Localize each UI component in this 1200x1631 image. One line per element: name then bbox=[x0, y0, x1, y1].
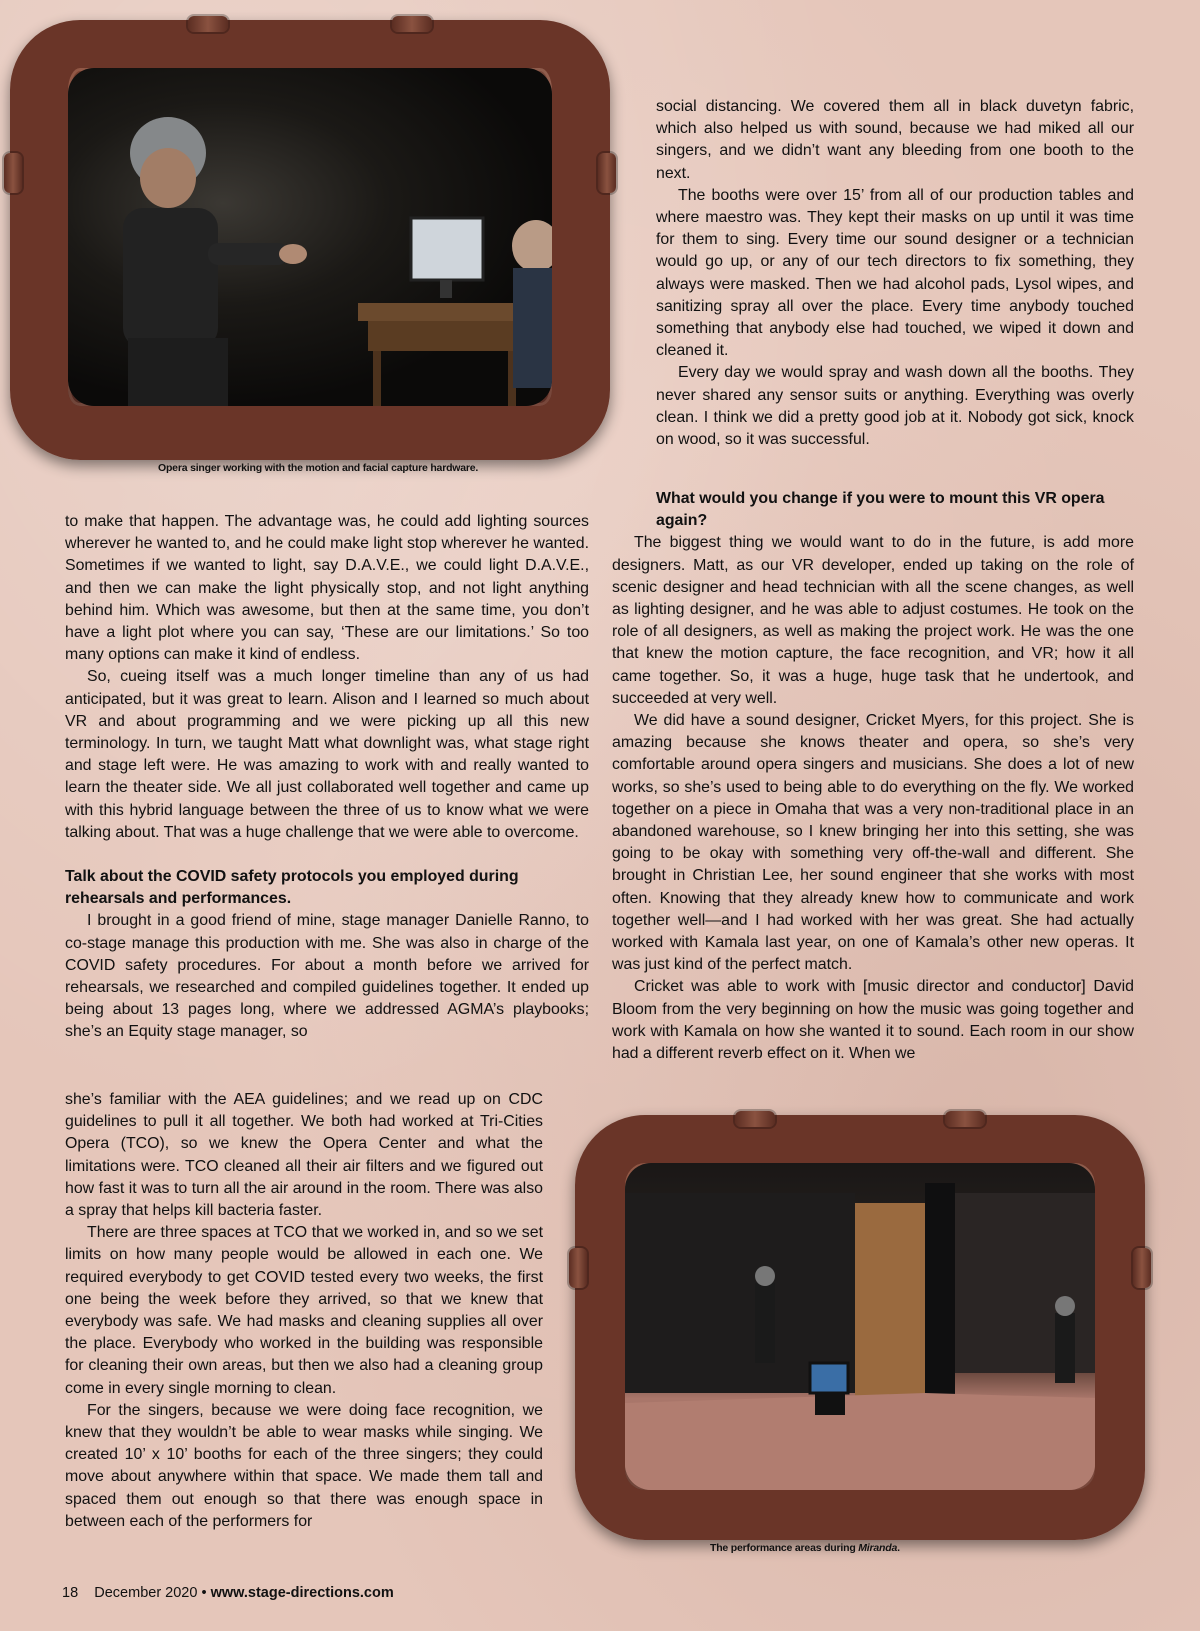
separator: • bbox=[201, 1585, 207, 1601]
caption-suffix: . bbox=[897, 1542, 900, 1554]
left-column-lower bbox=[65, 1089, 543, 1533]
paragraph: For the singers, because we were doing face recognition, we knew that they wouldn’t be able to wear masks while singing. We created 10’ x 10’ booths for each of the three singers; they could move about anywhere within that space. We made them tall and spaced them out enough so that there was enough space in between each of the performers for bbox=[65, 1401, 543, 1530]
photo-performance-areas bbox=[625, 1163, 1095, 1490]
photo-frame-bottom bbox=[575, 1115, 1145, 1540]
paragraph: The biggest thing we would want to do in the future, is add more designers. Matt, as our VR developer, ended up taking on the role of scenic designer and head technician with all the scene changes, as well as lighting designer, and he was able to adjust costumes. He took on the role of all designers, as well as making the project work. He was the one that knew the motion capture, the face recognition, and VR; how it all came together. So, it was a huge, huge task that he undertook, and succeeded at very well. bbox=[612, 534, 1134, 707]
paragraph: So, cueing itself was a much longer timeline than any of us had anticipated, but it was great to learn. Alison and I learned so much about VR and about programming and we were picking up all this new terminology. In turn, we taught Matt what downlight was, what stage right and stage left were. He was amazing to work with and really wanted to learn the theater side. We all just collaborated well together and came up with this hybrid language between the three of us to know what we were talking about. That was a huge challenge that we were able to overcome. bbox=[65, 668, 589, 841]
right-column-top bbox=[656, 96, 1134, 451]
photo-opera-singer-motion-capture bbox=[68, 68, 552, 406]
paragraph: she’s familiar with the AEA guidelines; and we read up on CDC guidelines to pull it all together. We both had worked at Tri-Cities Opera (TCO), so we knew the Opera Center and what the limitations were. TCO cleaned all their air filters and we figured out how fast it was to turn all the air around in the room. There was also a spray that helps kill bacteria faster. bbox=[65, 1091, 543, 1220]
section-heading: Talk about the COVID safety protocols you employed during rehearsals and performances. bbox=[65, 868, 519, 908]
photo-frame-top bbox=[10, 20, 610, 460]
caption-title: Miranda bbox=[858, 1542, 898, 1554]
paragraph: to make that happen. The advantage was, he could add lighting sources wherever he wanted to, and he could make light stop wherever he wanted. Sometimes if we wanted to light, say D.A.V.E., we could light D.A.V.E., and then we can make the light physically stop, and not light anything behind him. Which was awesome, but then at the same time, you don’t have a light plot where you can say, ‘These are our limitations.’ So too many options can make it kind of endless. bbox=[65, 513, 589, 664]
caption-text: The performance areas during bbox=[710, 1542, 859, 1554]
paragraph: There are three spaces at TCO that we worked in, and so we set limits on how many people would be allowed in each one. We required everybody to get COVID tested every two weeks, the first one being the week before they arrived, so that we knew that everybody was safe. We had masks and cleaning supplies all over the place. Everybody who worked in the building was responsible for cleaning their own areas, but then we also had a cleaning group come in every single morning to clean. bbox=[65, 1224, 543, 1397]
paragraph: We did have a sound designer, Cricket Myers, for this project. She is amazing because she knows theater and opera, so she’s very comfortable around opera singers and musicians. She does a lot of new works, so she’s used to being able to do everything on the fly. We worked together on a piece in Omaha that was a very non-traditional place in an abandoned warehouse, so I knew bringing her into this setting, she was going to be okay with something very off-the-wall and different. She brought in Christian Lee, her sound engineer that she works with most often. Knowing that they already knew how to communicate and work together well—and I had worked with her was great. She had actually worked with Kamala last year, on one of Kamala’s other new operas. It was just kind of the perfect match. bbox=[612, 712, 1134, 974]
photo-illustration bbox=[68, 68, 552, 406]
page-number: 18 bbox=[62, 1585, 79, 1601]
figure-caption-bottom bbox=[710, 1542, 900, 1554]
section-heading: What would you change if you were to mount this VR opera again? bbox=[656, 490, 1105, 530]
right-column bbox=[612, 488, 1134, 1065]
figure-caption-top: Opera singer working with the motion and facial capture hardware. bbox=[158, 462, 479, 474]
paragraph: I brought in a good friend of mine, stage manager Danielle Ranno, to co-stage manage this production with me. She was also in charge of the COVID safety procedures. For about a month before we arrived for rehearsals, we researched and compiled guidelines together. It ended up being about 13 pages long, where we addressed AGMA’s playbooks; she’s an Equity stage manager, so bbox=[65, 912, 589, 1041]
paragraph: The booths were over 15’ from all of our production tables and where maestro was. They kept their masks on up until it was time for them to sing. Every time our sound designer or a technician would go up, or any of our tech directors to fix something, they always were masked. Then we had alcohol pads, Lysol wipes, and sanitizing spray all over the place. Every time anybody touched something that anybody else had touched, we wiped it down and cleaned it. bbox=[656, 186, 1134, 360]
paragraph: Every day we would spray and wash down all the booths. They never shared any sensor suits or anything. Everything was overly clean. I think we did a pretty good job at it. Nobody got sick, knock on wood, so it was successful. bbox=[656, 364, 1134, 449]
left-column-upper bbox=[65, 511, 589, 1044]
paragraph: social distancing. We covered them all in black duvetyn fabric, which also helped us with sound, because we had miked all our singers, and we didn’t want any bleeding from one booth to the next. bbox=[656, 98, 1134, 182]
website-link[interactable]: www.stage-directions.com bbox=[210, 1585, 394, 1601]
page-footer bbox=[62, 1585, 394, 1601]
issue-date: December 2020 bbox=[94, 1585, 198, 1601]
paragraph: Cricket was able to work with [music director and conductor] David Bloom from the very beginning on how the music was going together and work with Kamala on how she wanted it to sound. Each room in our show had a different reverb effect on it. When we bbox=[612, 978, 1134, 1063]
photo-illustration bbox=[625, 1163, 1095, 1490]
